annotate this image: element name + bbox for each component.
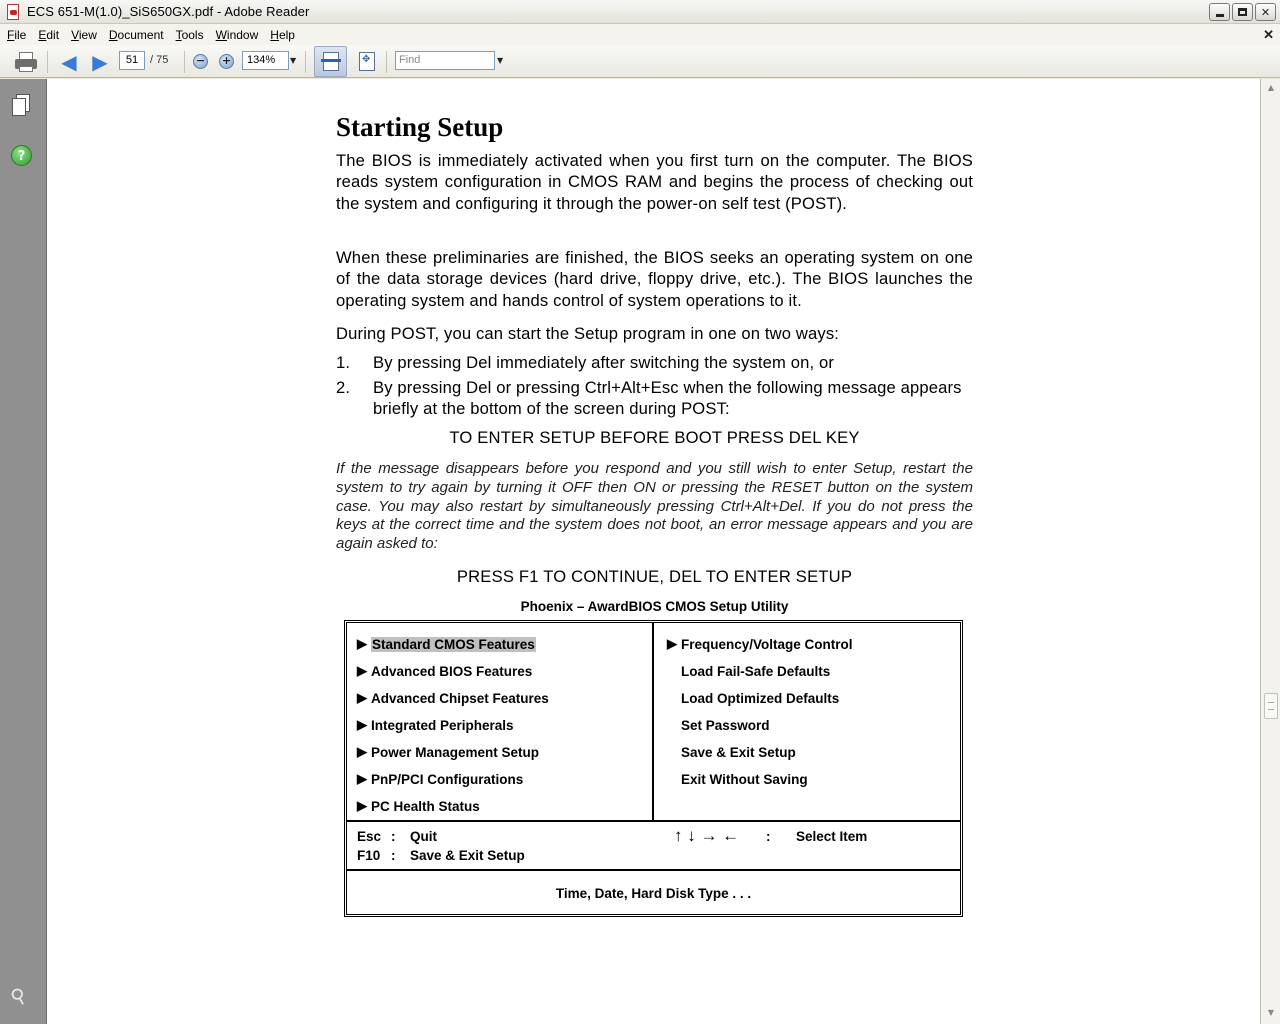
menu-bar (0, 24, 1280, 45)
triangle-icon: ▶ (357, 636, 367, 651)
paragraph: During POST, you can start the Setup program in one on two ways: (336, 324, 840, 343)
italic-note: If the message disappears before you respond and you still wish to enter Setup, restart the system to try again by turning it OFF then ON or pressing the RESET button on the system case. You may also restart by simultaneously pressing Ctrl+Alt+Del. If you do not press the keys at the correct time and the system does not boot, an error message appears and you are again asked to: (336, 460, 973, 553)
esc-key-action: Quit (410, 829, 437, 844)
attachments-icon[interactable]: ⚲ (5, 981, 31, 1011)
menu-tools[interactable]: Tools (175, 27, 204, 42)
bios-item-advanced-bios: ▶ Advanced BIOS Features (357, 663, 533, 679)
bios-key-legend (347, 824, 960, 871)
scroll-down-icon[interactable]: ▼ (1267, 1008, 1275, 1017)
bios-help-text: Time, Date, Hard Disk Type . . . (555, 886, 752, 901)
bios-item-save-exit: Save & Exit Setup (681, 745, 796, 760)
toolbar-separator (184, 51, 185, 73)
vertical-scrollbar[interactable] (1260, 79, 1280, 1024)
menu-help[interactable]: Help (270, 27, 295, 42)
triangle-icon: ▶ (357, 663, 367, 678)
window-controls (1209, 3, 1276, 21)
scrollbar-thumb[interactable] (1264, 693, 1278, 719)
f10-key-label: F10 (357, 848, 381, 863)
pdf-page (47, 79, 1260, 1024)
menu-view[interactable]: View (71, 27, 97, 42)
bios-item-frequency-voltage: ▶ Frequency/Voltage Control (667, 636, 853, 652)
pdf-file-icon (5, 4, 21, 20)
restore-button[interactable] (1232, 3, 1253, 21)
menu-window[interactable]: Window (215, 27, 259, 42)
next-page-icon[interactable]: ▶ (92, 50, 108, 74)
menu-document[interactable]: Document (108, 27, 164, 42)
title-bar (0, 0, 1280, 24)
window-title: ECS 651-M(1.0)_SiS650GX.pdf - Adobe Reader (27, 4, 310, 19)
esc-key-label: Esc (357, 829, 382, 844)
bios-item-set-password: Set Password (681, 718, 770, 733)
key-separator: : (766, 829, 771, 844)
arrow-keys-label: ↑ ↓ → ← (674, 826, 740, 845)
zoom-in-icon[interactable]: + (219, 54, 234, 69)
find-input[interactable]: Find (395, 51, 495, 70)
list-number: 2. (336, 378, 351, 397)
document-viewport[interactable] (46, 79, 1260, 1024)
bios-item-load-optimized: Load Optimized Defaults (681, 691, 840, 706)
bios-item-power-management: ▶ Power Management Setup (357, 744, 540, 760)
bios-setup-figure (344, 620, 963, 917)
arrow-keys-action: Select Item (796, 829, 868, 844)
bios-item-pnp-pci: ▶ PnP/PCI Configurations (357, 771, 524, 787)
pages-panel-icon[interactable] (12, 94, 31, 116)
key-separator: : (391, 829, 396, 844)
scroll-up-icon[interactable]: ▲ (1267, 83, 1275, 92)
triangle-icon: ▶ (357, 690, 367, 705)
page-total: / 75 (150, 54, 169, 66)
bios-item-exit-without-saving: Exit Without Saving (681, 772, 808, 787)
help-icon[interactable]: ? (11, 145, 32, 166)
triangle-icon: ▶ (357, 744, 367, 759)
key-separator: : (391, 848, 396, 863)
bios-divider (652, 623, 654, 822)
error-message: PRESS F1 TO CONTINUE, DEL TO ENTER SETUP (456, 567, 853, 586)
bios-item-load-failsafe: Load Fail-Safe Defaults (681, 664, 831, 679)
toolbar-separator (47, 51, 48, 73)
minimize-button[interactable] (1209, 3, 1230, 21)
menu-edit[interactable]: Edit (38, 27, 60, 42)
triangle-icon: ▶ (357, 717, 367, 732)
print-icon[interactable] (14, 51, 38, 73)
navigation-pane (0, 79, 46, 1024)
paragraph: When these preliminaries are finished, the BIOS seeks an operating system on one of the data storage devices (hard drive, floppy drive, etc.). The BIOS launches the operating system and hands control of system operations to it. (336, 248, 973, 310)
boot-message: TO ENTER SETUP BEFORE BOOT PRESS DEL KEY (449, 428, 860, 447)
bios-utility-title: Phoenix – AwardBIOS CMOS Setup Utility (520, 599, 789, 614)
list-number: 1. (336, 353, 351, 372)
bios-item-standard-cmos: ▶ Standard CMOS Features (357, 636, 535, 652)
bios-item-advanced-chipset: ▶ Advanced Chipset Features (357, 690, 549, 706)
bios-item-pc-health: ▶ PC Health Status (357, 798, 480, 814)
close-window-button[interactable]: ✕ (1255, 3, 1276, 21)
menu-file[interactable]: File (7, 27, 27, 42)
fit-page-button[interactable]: ✥ (357, 51, 377, 73)
zoom-level-input[interactable]: 134% (242, 51, 289, 70)
fit-width-button[interactable] (314, 46, 347, 77)
bios-menu-area (347, 623, 960, 822)
triangle-icon: ▶ (357, 798, 367, 813)
list-text: By pressing Del immediately after switching the system on, or (373, 353, 835, 372)
triangle-icon: ▶ (357, 771, 367, 786)
section-heading: Starting Setup (336, 112, 504, 142)
list-text: By pressing Del or pressing Ctrl+Alt+Esc when the following message appears briefly at the bottom of the screen during POST: (373, 378, 962, 418)
toolbar (0, 45, 1280, 78)
zoom-dropdown-icon[interactable]: ▼ (290, 56, 297, 65)
toolbar-separator (386, 51, 387, 73)
toolbar-separator (305, 51, 306, 73)
f10-key-action: Save & Exit Setup (410, 848, 525, 863)
close-document-icon[interactable]: ✕ (1263, 27, 1274, 42)
previous-page-icon[interactable]: ◀ (61, 50, 77, 74)
find-dropdown-icon[interactable]: ▼ (497, 56, 504, 65)
zoom-out-icon[interactable]: − (193, 54, 208, 69)
page-number-input[interactable]: 51 (119, 51, 145, 70)
paragraph: The BIOS is immediately activated when you first turn on the computer. The BIOS reads system configuration in CMOS RAM and begins the process of checking out the system and configuring it through the power-on self test (POST). (336, 151, 973, 213)
bios-item-integrated-peripherals: ▶ Integrated Peripherals (357, 717, 514, 733)
triangle-icon: ▶ (667, 636, 677, 651)
